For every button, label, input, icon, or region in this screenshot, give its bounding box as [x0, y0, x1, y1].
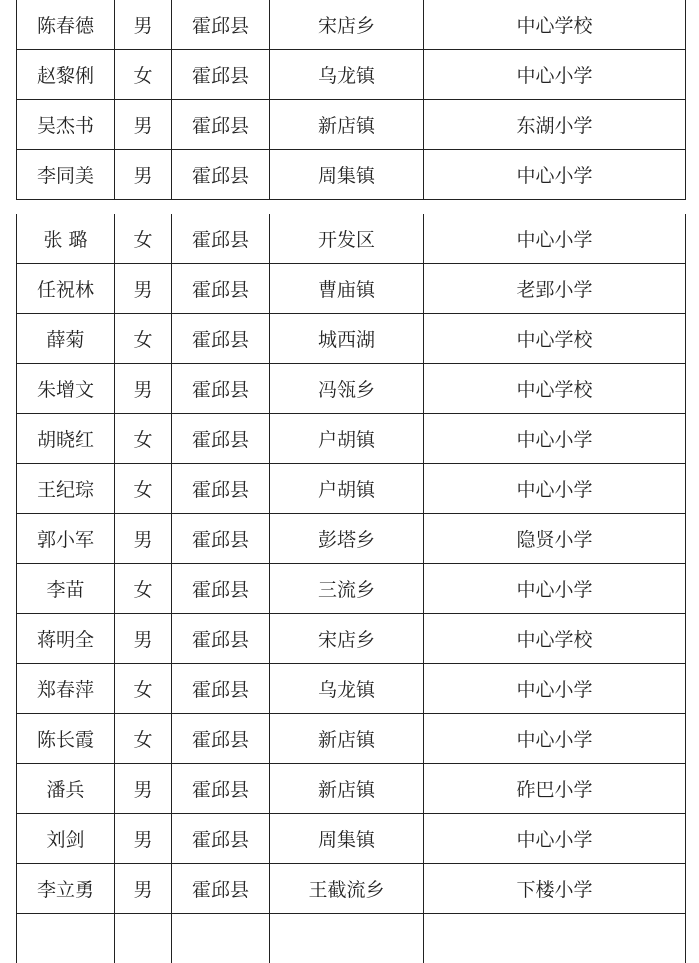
- county-cell: 霍邱县: [172, 214, 270, 264]
- school-cell: 中心学校: [424, 364, 686, 414]
- gender-cell: 男: [115, 150, 172, 200]
- table-row: [17, 364, 686, 414]
- school-cell: 中心小学: [424, 464, 686, 514]
- name-cell: 潘兵: [17, 764, 115, 814]
- town-cell: 彭塔乡: [270, 514, 424, 564]
- gender-cell: 女: [115, 314, 172, 364]
- county-cell: 霍邱县: [172, 764, 270, 814]
- county-cell: 霍邱县: [172, 664, 270, 714]
- county-cell: [172, 914, 270, 963]
- county-cell: 霍邱县: [172, 564, 270, 614]
- town-cell: 乌龙镇: [270, 50, 424, 100]
- school-cell: 中心小学: [424, 150, 686, 200]
- gender-cell: 女: [115, 414, 172, 464]
- table-row: [17, 264, 686, 314]
- county-cell: 霍邱县: [172, 100, 270, 150]
- county-cell: 霍邱县: [172, 50, 270, 100]
- staff-table-bottom: [16, 214, 686, 963]
- county-cell: 霍邱县: [172, 150, 270, 200]
- school-cell: 中心小学: [424, 50, 686, 100]
- town-cell: 冯瓴乡: [270, 364, 424, 414]
- table-row: [17, 664, 686, 714]
- town-cell: 宋店乡: [270, 614, 424, 664]
- school-cell: 中心小学: [424, 664, 686, 714]
- town-cell: 新店镇: [270, 764, 424, 814]
- name-cell: 薛菊: [17, 314, 115, 364]
- school-cell: 中心小学: [424, 564, 686, 614]
- table-row: [17, 814, 686, 864]
- name-cell: 蒋明全: [17, 614, 115, 664]
- gender-cell: 男: [115, 614, 172, 664]
- town-cell: [270, 914, 424, 963]
- table-row: [17, 414, 686, 464]
- name-cell: 李立勇: [17, 864, 115, 914]
- county-cell: 霍邱县: [172, 264, 270, 314]
- gender-cell: 男: [115, 864, 172, 914]
- staff-table-bottom-body: [17, 214, 686, 963]
- gender-cell: 女: [115, 464, 172, 514]
- table-row: [17, 864, 686, 914]
- school-cell: 中心小学: [424, 414, 686, 464]
- name-cell: 张 璐: [17, 214, 115, 264]
- county-cell: 霍邱县: [172, 814, 270, 864]
- school-cell: [424, 914, 686, 963]
- name-cell: 郭小军: [17, 514, 115, 564]
- county-cell: 霍邱县: [172, 614, 270, 664]
- table-row: [17, 214, 686, 264]
- table-row: [17, 314, 686, 364]
- table-row: [17, 914, 686, 963]
- table-row: [17, 714, 686, 764]
- town-cell: 王截流乡: [270, 864, 424, 914]
- town-cell: 曹庙镇: [270, 264, 424, 314]
- gender-cell: 男: [115, 264, 172, 314]
- table-row: [17, 514, 686, 564]
- gender-cell: [115, 914, 172, 963]
- name-cell: 胡晓红: [17, 414, 115, 464]
- gender-cell: 女: [115, 714, 172, 764]
- name-cell: 陈春德: [17, 0, 115, 50]
- name-cell: 李同美: [17, 150, 115, 200]
- school-cell: 老郢小学: [424, 264, 686, 314]
- staff-table-top-body: [17, 0, 686, 200]
- name-cell: 李苗: [17, 564, 115, 614]
- table-row: [17, 564, 686, 614]
- name-cell: 吴杰书: [17, 100, 115, 150]
- table-row: [17, 614, 686, 664]
- table-row: [17, 464, 686, 514]
- town-cell: 三流乡: [270, 564, 424, 614]
- town-cell: 周集镇: [270, 814, 424, 864]
- table-row: [17, 150, 686, 200]
- town-cell: 城西湖: [270, 314, 424, 364]
- county-cell: 霍邱县: [172, 464, 270, 514]
- table-row: [17, 0, 686, 50]
- name-cell: 刘剑: [17, 814, 115, 864]
- town-cell: 乌龙镇: [270, 664, 424, 714]
- county-cell: 霍邱县: [172, 514, 270, 564]
- name-cell: 陈长霞: [17, 714, 115, 764]
- county-cell: 霍邱县: [172, 414, 270, 464]
- gender-cell: 女: [115, 664, 172, 714]
- name-cell: 任祝林: [17, 264, 115, 314]
- school-cell: 隐贤小学: [424, 514, 686, 564]
- gender-cell: 男: [115, 764, 172, 814]
- town-cell: 宋店乡: [270, 0, 424, 50]
- table-row: [17, 50, 686, 100]
- gender-cell: 男: [115, 100, 172, 150]
- town-cell: 户胡镇: [270, 464, 424, 514]
- name-cell: 朱增文: [17, 364, 115, 414]
- gender-cell: 男: [115, 514, 172, 564]
- county-cell: 霍邱县: [172, 714, 270, 764]
- name-cell: 郑春萍: [17, 664, 115, 714]
- school-cell: 下楼小学: [424, 864, 686, 914]
- gender-cell: 男: [115, 0, 172, 50]
- town-cell: 新店镇: [270, 714, 424, 764]
- school-cell: 中心小学: [424, 214, 686, 264]
- table-row: [17, 764, 686, 814]
- school-cell: 中心学校: [424, 614, 686, 664]
- name-cell: 王纪琮: [17, 464, 115, 514]
- county-cell: 霍邱县: [172, 314, 270, 364]
- town-cell: 户胡镇: [270, 414, 424, 464]
- gender-cell: 女: [115, 564, 172, 614]
- school-cell: 中心学校: [424, 0, 686, 50]
- gender-cell: 女: [115, 214, 172, 264]
- school-cell: 中心小学: [424, 814, 686, 864]
- name-cell: 赵黎俐: [17, 50, 115, 100]
- county-cell: 霍邱县: [172, 864, 270, 914]
- county-cell: 霍邱县: [172, 0, 270, 50]
- gender-cell: 男: [115, 364, 172, 414]
- staff-table-top: [16, 0, 686, 200]
- school-cell: 东湖小学: [424, 100, 686, 150]
- town-cell: 周集镇: [270, 150, 424, 200]
- table-row: [17, 100, 686, 150]
- name-cell: [17, 914, 115, 963]
- gender-cell: 男: [115, 814, 172, 864]
- school-cell: 中心小学: [424, 714, 686, 764]
- school-cell: 砟巴小学: [424, 764, 686, 814]
- town-cell: 新店镇: [270, 100, 424, 150]
- town-cell: 开发区: [270, 214, 424, 264]
- school-cell: 中心学校: [424, 314, 686, 364]
- county-cell: 霍邱县: [172, 364, 270, 414]
- gender-cell: 女: [115, 50, 172, 100]
